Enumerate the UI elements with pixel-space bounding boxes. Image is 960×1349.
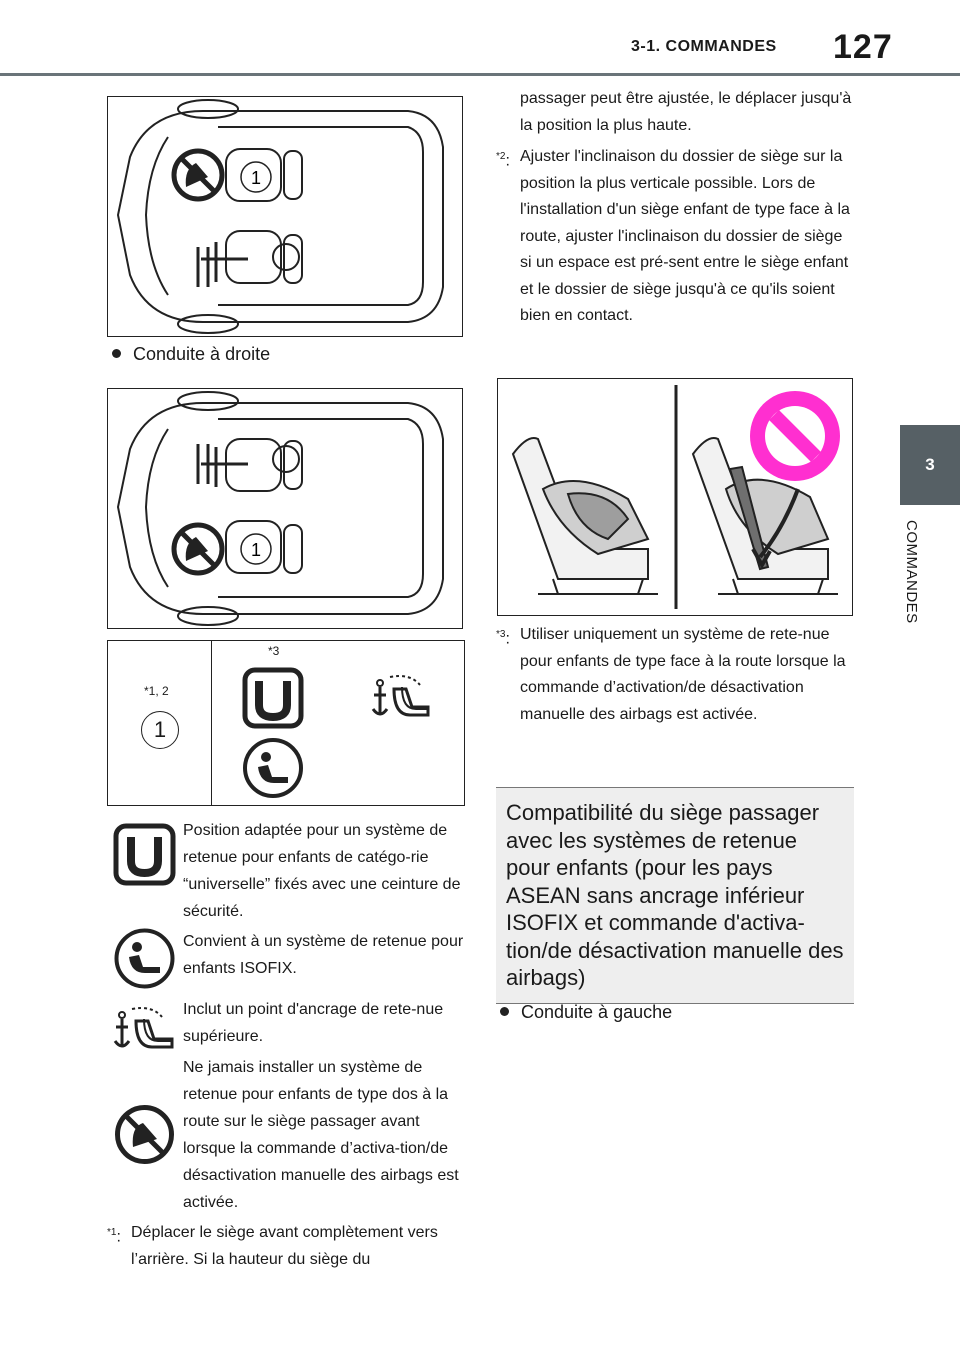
- seat-number-1: 1: [250, 540, 262, 560]
- note-2: $^{*2}$: Ajuster l'inclinaison du dossier de siège sur la position la plus verticale possible. Lors de l'installation d'un siège enfant de type face à la route, ajuster l'inclinaison du dossier de siège si un espace est pré-sent entre le siège enfant et le dossier de siège jusqu'à ce qu'ils soient bien en contact.: [496, 148, 850, 324]
- table-col2-notes: *3: [268, 644, 280, 658]
- caption-left-drive: Conduite à gauche: [500, 1002, 672, 1023]
- top-tether-icon: [112, 1003, 178, 1055]
- seat-recline-figure: [497, 378, 853, 616]
- no-rear-facing-icon: [174, 151, 222, 199]
- note-1-continued: passager peut être ajustée, le déplacer jusqu'à la position la plus haute.: [520, 90, 852, 134]
- header-divider: [0, 73, 960, 76]
- table-col1-value: 1: [141, 711, 179, 749]
- prohibited-icon: [750, 391, 840, 481]
- legend-text-no-rear-facing: Ne jamais installer un système de retenue pour enfants de type dos à la route sur le siège passager avant lorsque la commande d’activa-tion/de désactivation manuelle des airbags est activée.: [183, 1059, 459, 1211]
- section-heading: Compatibilité du siège passager avec les systèmes de retenue pour enfants (pour les pays ASEAN sans ancrage inférieur ISOFIX et commande d'activa-tion/de désactivation manuelle des airbags): [496, 787, 854, 1004]
- no-rear-facing-icon: [113, 1103, 176, 1166]
- isofix-icon: [113, 927, 176, 990]
- chapter-tab: 3: [900, 425, 960, 505]
- no-rear-facing-icon: [174, 525, 222, 573]
- note-1: $^{*1}$: Déplacer le siège avant complètement vers l’arrière. Si la hauteur du siège du: [107, 1224, 438, 1268]
- table-col1-notes: *1, 2: [144, 684, 169, 698]
- seat-number-1: 1: [250, 168, 262, 188]
- chapter-label: COMMANDES: [903, 520, 920, 624]
- legend-text-universal: Position adaptée pour un système de retenue pour enfants de catégo-rie “universelle” fixés avec une ceinture de sécurité.: [183, 822, 461, 920]
- top-tether-icon: [370, 671, 434, 723]
- page-number: 127: [833, 28, 893, 66]
- car-diagram-2: [107, 388, 463, 629]
- legend-text-isofix: Convient à un système de retenue pour enfants ISOFIX.: [183, 933, 464, 977]
- note-3: $^{*3}$: Utiliser uniquement un système de rete-nue pour enfants de type face à la route lorsque la commande d’activation/de désactivation manuelle des airbags est activée.: [496, 626, 846, 723]
- universal-icon: [242, 667, 304, 729]
- legend-text-top-tether: Inclut un point d'ancrage de rete-nue supérieure.: [183, 1001, 444, 1045]
- caption-right-drive: Conduite à droite: [112, 344, 270, 365]
- compatibility-table: [107, 640, 465, 806]
- car-diagram-1: [107, 96, 463, 337]
- section-title: 3-1. COMMANDES: [631, 38, 777, 55]
- isofix-icon: [242, 737, 304, 799]
- universal-icon: [113, 823, 176, 886]
